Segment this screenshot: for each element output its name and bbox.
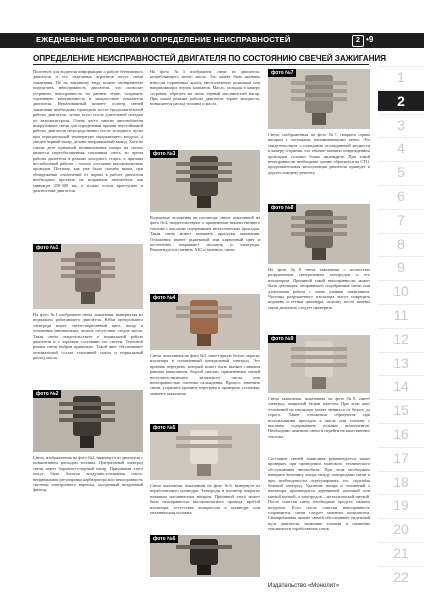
chapter-tab-8[interactable]: 8 (378, 233, 424, 254)
chapter-tab-16[interactable]: 16 (378, 423, 424, 444)
photo-7 (268, 69, 370, 129)
chapter-tab-22[interactable]: 22 (378, 566, 424, 587)
chapter-tab-7[interactable]: 7 (378, 209, 424, 230)
chapter-tab-12[interactable]: 12 (378, 328, 424, 349)
photo-6-caption: Свеча зажигания, показанная на фото №6, вывернута из неработающего цилиндра. Электроды и изолятор покрыты влажным маслянистым нагаром. Причиной этого может быть неисправность высоковольтного провода, пробой изолятора, отсутствие компрессии в цилиндре или механическая поломка. (150, 483, 260, 516)
chapter-tab-4[interactable]: 4 (378, 137, 424, 158)
chapter-tab-11[interactable]: 11 (378, 304, 424, 325)
col1-intro-text: Полезную для водителя информацию о работе бензинового двигателя и его отдельных агрегатов несут свечи зажигания. По их внешнему виду можно своевременно определить неисправность двигателя, что позволит устранить неисправность на раннем этапе, сохранить топливную экономичность и мощностные показатели двигателя. Немаловажный момент: осмотр свечей зажигания необходимо проводить после продолжительной работы двигателя, лучше всего после длительной поездки по автомагистрали. Очень часто многие автолюбители выкручивают свечи для определения причин неустойчивой работы двигателя непосредственно после холодного пуска при отрицательной температуре окружающего воздуха, а увидев черный нагар, делают неправильный вывод. Хотя на самом деле причиной возникновения нагара на свечах является переобогащенная топливная смесь во время работы двигателя в режиме холодного старта, а причина нестабильной работы – плохое состояние высоковольтных проводов. Поэтому, как уже было сказано выше, при обнаружении отклонений от нормы в работе двигателя необходимо проехать на исправном автомобиле как минимум 250-300 км, а только потом приступать к диагностике двигателя. (33, 69, 143, 193)
chapter-tab-19[interactable]: 19 (378, 494, 424, 515)
photo-9-label: фото №9 (268, 335, 296, 343)
photo-1 (33, 244, 143, 309)
page-header (0, 33, 424, 48)
photo-4-label: фото №4 (150, 294, 178, 302)
spark-plug-image (268, 69, 370, 129)
photo-6 (150, 535, 260, 577)
chapter-tab-14[interactable]: 14 (378, 375, 424, 396)
chapter-tab-17[interactable]: 17 (378, 447, 424, 468)
section-title: ОПРЕДЕЛЕНИЕ НЕИСПРАВНОСТЕЙ ДВИГАТЕЛЯ ПО СОСТОЯНИЮ СВЕЧЕЙ ЗАЖИГАНИЯ (33, 54, 386, 63)
chapter-tab-13[interactable]: 13 (378, 352, 424, 373)
photo-3 (150, 150, 260, 212)
chapter-tab-9[interactable]: 9 (378, 256, 424, 277)
photo-9 (268, 335, 370, 393)
photo-8 (268, 204, 370, 264)
photo-3-label: фото №3 (150, 150, 178, 158)
spark-plug-image (33, 390, 143, 452)
chapter-tab-6[interactable]: 6 (378, 185, 424, 206)
photo-2-label: фото №2 (33, 390, 61, 398)
photo-2-caption: Свеча, изображенная на фото №2, вывернута из двигателя с повышенным расходом топлива. Центральный электрод свечи имеет бархатисто-черный нагар. Причинами этого могут быть богатая воздушно-топливная смесь, неправильная регулировка карбюратора или неисправность системы электронного впрыска, засоренный воздушный фильтр. (33, 455, 143, 493)
chapter-badge: 2 (352, 35, 364, 47)
chapter-tab-20[interactable]: 20 (378, 518, 424, 539)
photo-9-caption: Свеча зажигания, показанная на фото №9, имеет электрод, покрытый белым налетом. При этом цвет отложений на изоляторе может меняться от белого до серого. Такие отложения образуются при использовании присадок к маслу или топливу с высоким содержанием зольных компонентов. Необходимо заменить свечи и перейти на качественное топливо. (268, 396, 370, 439)
chapter-tab-10[interactable]: 10 (378, 280, 424, 301)
spark-plug-image (268, 204, 370, 264)
publisher-footer: Издательство «Монолит» (268, 583, 340, 589)
chapter-tab-18[interactable]: 18 (378, 471, 424, 492)
header-page-number: 2 •9 (352, 35, 373, 47)
spark-plug-image (150, 424, 260, 480)
photo-8-caption: На фото №8 свеча зажигания с полностью разрушенным центральным электродом и его изолятором. Причиной такой неисправности может быть детонация, неправильно подобранные свечи или длительная работа с очень ранним зажиганием. Частицы разрушенного изолятора могут повредить поршень и стенки цилиндра, поэтому после замены свечи двигатель следует проверить. (268, 267, 370, 310)
chapter-tab-1[interactable]: 1 (378, 66, 424, 87)
chapter-tab-15[interactable]: 15 (378, 399, 424, 420)
photo-5-label: фото №5 (150, 424, 178, 432)
photo-8-label: фото №8 (268, 204, 296, 212)
photo-2 (33, 390, 143, 452)
chapter-tab-5[interactable]: 5 (378, 161, 424, 182)
photo-5-caption: Свеча, показанная на фото №5, имеет яркую белую окраску изолятора и оплавленный центральный электрод. Это признак перегрева, который может быть вызван слишком ранним зажиганием, бедной смесью, применением свечей несоответствующего калильного числа или неисправностью системы охлаждения. Процесс заменить свечи, устранить причину перегрева и проверить установку момента зажигания. (150, 353, 260, 396)
spark-plug-image (268, 335, 370, 393)
spark-plug-image (33, 244, 143, 309)
photo-4-caption: Кольцевые отложения на изоляторе свечи, показанной на фото №4, свидетельствуют о применении некачественного топлива с высоким содержанием металлических присадок. Такая свеча может вызывать пропуски зажигания. Отложения имеют рыжеватый или кирпичный цвет и постепенно покрывают изолятор и электроды. Рекомендуется сменить АЗС и заменить свечи. (150, 215, 260, 253)
col3-final-text: Состояние свечей зажигания рекомендуется также проверять при проведении планового технического обслуживания автомобиля. При этом необходимо измерить величину зазора между электродами свечи и при необходимости отрегулировать его, подгибая боковой электрод. Удаление нагара и отложений с изолятора производится деревянной палочкой или мягкой щеткой, а электродов – металлической щеткой. После очистки свечу необходимо продуть сжатым воздухом. Если после очистки неисправность сохраняется, свечи следует заменить комплектом. Своевременная замена свечей обеспечивает надежный пуск двигателя, экономию топлива и снижение токсичности отработавших газов. (268, 456, 370, 532)
photo-1-label: фото №1 (33, 244, 61, 252)
spark-plug-image (150, 294, 260, 350)
chapter-tab-2[interactable]: 2 (378, 90, 424, 111)
photo-7-caption: Свеча, изображенная на фото №7, покрыта серым нагаром с частицами, напоминающими пепел. Это свидетельствует о попадании охлаждающей жидкости в камеру сгорания, что обычно вызвано повреждением прокладки головки блока цилиндров. При такой неисправности необходимо срочно обратиться на СТО, продолжительная эксплуатация двигателя приведет к дорогостоящему ремонту. (268, 132, 370, 175)
photo-6-label: фото №6 (150, 535, 178, 543)
photo-1-caption: На фото №1 изображена свеча зажигания, вывернутая из нормально работающего двигателя. Юбка центрального электрода имеет светло-коричневый цвет, нагар и отложения минимальны, полное отсутствие следов масла. Такая свеча свидетельствует о нормальной работе двигателя и о хорошем состоянии его систем. Тепловой режим свечи выбран правильно. Такой цвет обеспечивает оптимальный состав топливной смеси и нормальный расход масла. (33, 312, 143, 361)
chapter-tab-3[interactable]: 3 (378, 114, 424, 135)
section-divider (33, 64, 369, 65)
spark-plug-image (150, 150, 260, 212)
page-number: 9 (368, 35, 374, 44)
chapter-tab-21[interactable]: 21 (378, 542, 424, 563)
photo-7-label: фото №7 (268, 69, 296, 77)
photo-5 (150, 424, 260, 480)
header-title: ЕЖЕДНЕВНЫЕ ПРОВЕРКИ И ОПРЕДЕЛЕНИЕ НЕИСПРАВНОСТЕЙ (36, 35, 291, 44)
photo-3-caption: На фото №3 изображена свеча из двигателя, потребляющего много масла. Это может быть вызвано износом поршневых колец, маслосъемных колпачков или направляющих втулок клапанов. Масло, попадая в камеру сгорания, образует на свече черный маслянистый нагар. При таком режиме работы двигатель теряет мощность, повышается расход топлива и масла. (150, 69, 260, 107)
photo-4 (150, 294, 260, 350)
